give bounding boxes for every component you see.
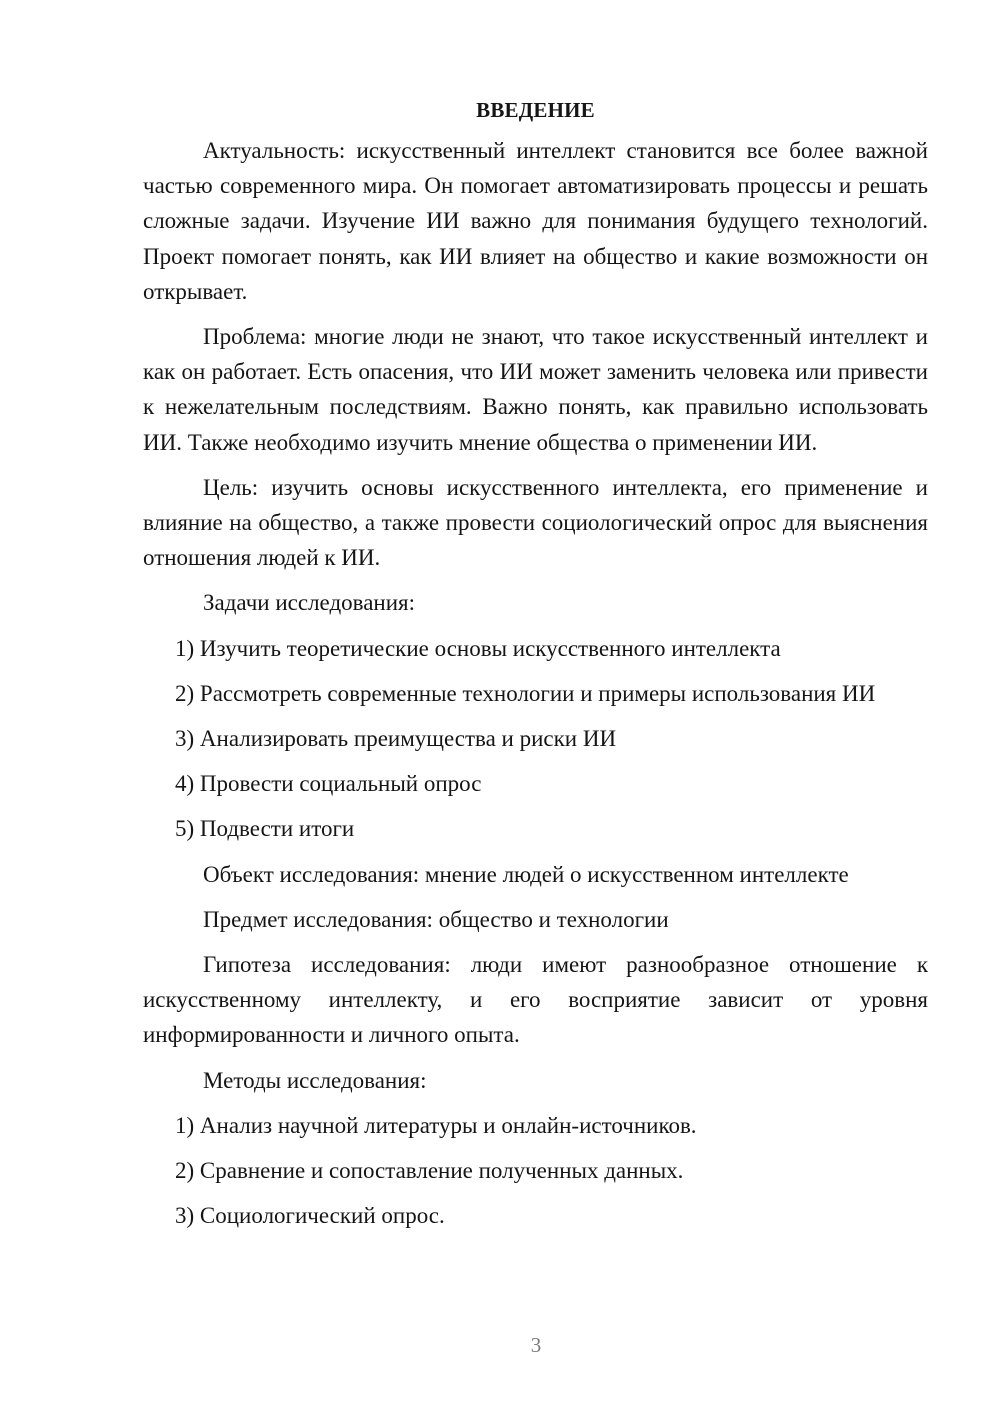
hypothesis-paragraph: Гипотеза исследования: люди имеют разнообразное отношение к искусственному интеллекту, и его восприятие зависит от уровня информированности и личного опыта. (143, 952, 928, 1048)
page-number: 3 (530, 1333, 542, 1357)
research-subject: Предмет исследования: общество и технологии (203, 906, 669, 932)
method-item-3: 3) Социологический опрос. (175, 1203, 445, 1229)
methods-heading: Методы исследования: (203, 1067, 427, 1093)
relevance-paragraph: Актуальность: искусственный интеллект становится все более важной частью современного мира. Он помогает автоматизировать процессы и решать сложные задачи. Изучение ИИ важно для понимания будущего технологий. Проект помогает понять, как ИИ влияет на общество и какие возможности он открывает. (143, 138, 928, 304)
method-item-2: 2) Сравнение и сопоставление полученных данных. (175, 1158, 684, 1184)
section-title: ВВЕДЕНИЕ (476, 98, 595, 122)
research-object: Объект исследования: мнение людей о искусственном интеллекте (203, 861, 849, 887)
method-item-1: 1) Анализ научной литературы и онлайн-источников. (175, 1112, 697, 1138)
task-item-5: 5) Подвести итоги (175, 816, 355, 842)
task-item-3: 3) Анализировать преимущества и риски ИИ (175, 726, 617, 752)
goal-paragraph: Цель: изучить основы искусственного интеллекта, его применение и влияние на общество, а также провести социологический опрос для выяснения отношения людей к ИИ. (143, 474, 928, 571)
problem-paragraph: Проблема: многие люди не знают, что такое искусственный интеллект и как он работает. Есть опасения, что ИИ может заменить человека или привести к нежелательным последствиям. Важно понять, как правильно использовать ИИ. Также необходимо изучить мнение общества о применении ИИ. (143, 324, 928, 455)
page-content (143, 94, 928, 1243)
tasks-heading: Задачи исследования: (203, 590, 416, 616)
task-item-2: 2) Рассмотреть современные технологии и примеры использования ИИ (175, 680, 876, 706)
task-item-4: 4) Провести социальный опрос (175, 771, 482, 797)
task-item-1: 1) Изучить теоретические основы искусственного интеллекта (175, 635, 781, 661)
